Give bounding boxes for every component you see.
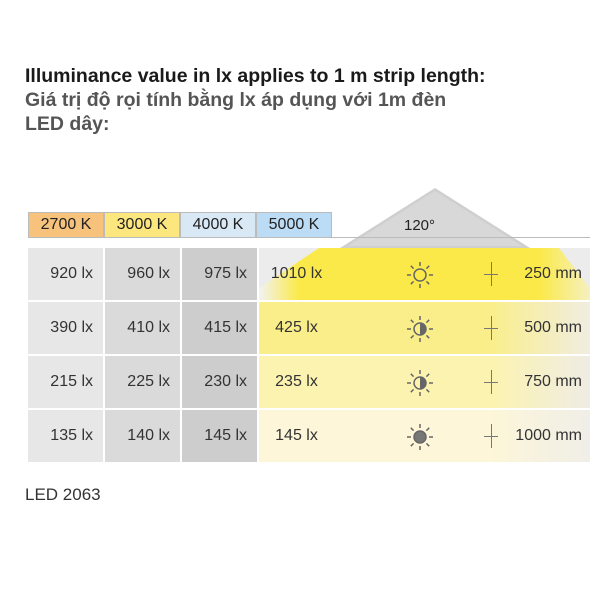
title-vietnamese-line1: Giá trị độ rọi tính bằng lx áp dụng với 1m đèn — [25, 89, 447, 111]
color-temperature-header — [28, 212, 332, 238]
lux-3000k: 410 lx — [105, 302, 180, 354]
lux-2700k: 920 lx — [28, 248, 103, 300]
lux-5000k: 235 lx — [275, 373, 318, 390]
illuminance-table — [28, 248, 590, 462]
lux-3000k: 225 lx — [105, 356, 180, 408]
distance-label: 250 mm — [524, 265, 582, 282]
lux-2700k: 135 lx — [28, 410, 103, 462]
distance-marker-h — [484, 328, 498, 329]
temp-4000k: 4000 K — [180, 212, 256, 238]
distance-marker-h — [484, 274, 498, 275]
lux-5000k: 1010 lx — [270, 265, 323, 282]
temp-3000k: 3000 K — [104, 212, 180, 238]
lux-4000k: 975 lx — [182, 248, 257, 300]
page-title — [25, 64, 486, 136]
sun-half-icon — [405, 314, 435, 344]
distance-label: 750 mm — [524, 373, 582, 390]
lux-3000k: 140 lx — [105, 410, 180, 462]
sun-half-icon — [405, 368, 435, 398]
sun-full-icon — [405, 260, 435, 290]
distance-marker-h — [484, 382, 498, 383]
lux-4000k: 415 lx — [182, 302, 257, 354]
lux-5000k: 145 lx — [275, 427, 318, 444]
lux-4000k: 230 lx — [182, 356, 257, 408]
lux-3000k: 960 lx — [105, 248, 180, 300]
title-english: Illuminance value in lx applies to 1 m strip length: — [25, 65, 486, 87]
lux-5000k: 425 lx — [275, 319, 318, 336]
table-row — [28, 356, 590, 408]
beam-angle-label: 120° — [404, 217, 436, 234]
product-code: LED 2063 — [25, 485, 101, 504]
sun-dark-icon — [405, 422, 435, 452]
table-row — [28, 410, 590, 462]
temp-5000k: 5000 K — [256, 212, 332, 238]
distance-label: 1000 mm — [515, 427, 582, 444]
distance-label: 500 mm — [524, 319, 582, 336]
table-row — [28, 248, 590, 300]
lux-4000k: 145 lx — [182, 410, 257, 462]
lux-2700k: 215 lx — [28, 356, 103, 408]
header-divider — [330, 237, 590, 238]
distance-marker-h — [484, 436, 498, 437]
title-vietnamese-line2: LED dây: — [25, 113, 110, 135]
table-row — [28, 302, 590, 354]
lux-2700k: 390 lx — [28, 302, 103, 354]
temp-2700k: 2700 K — [28, 212, 104, 238]
